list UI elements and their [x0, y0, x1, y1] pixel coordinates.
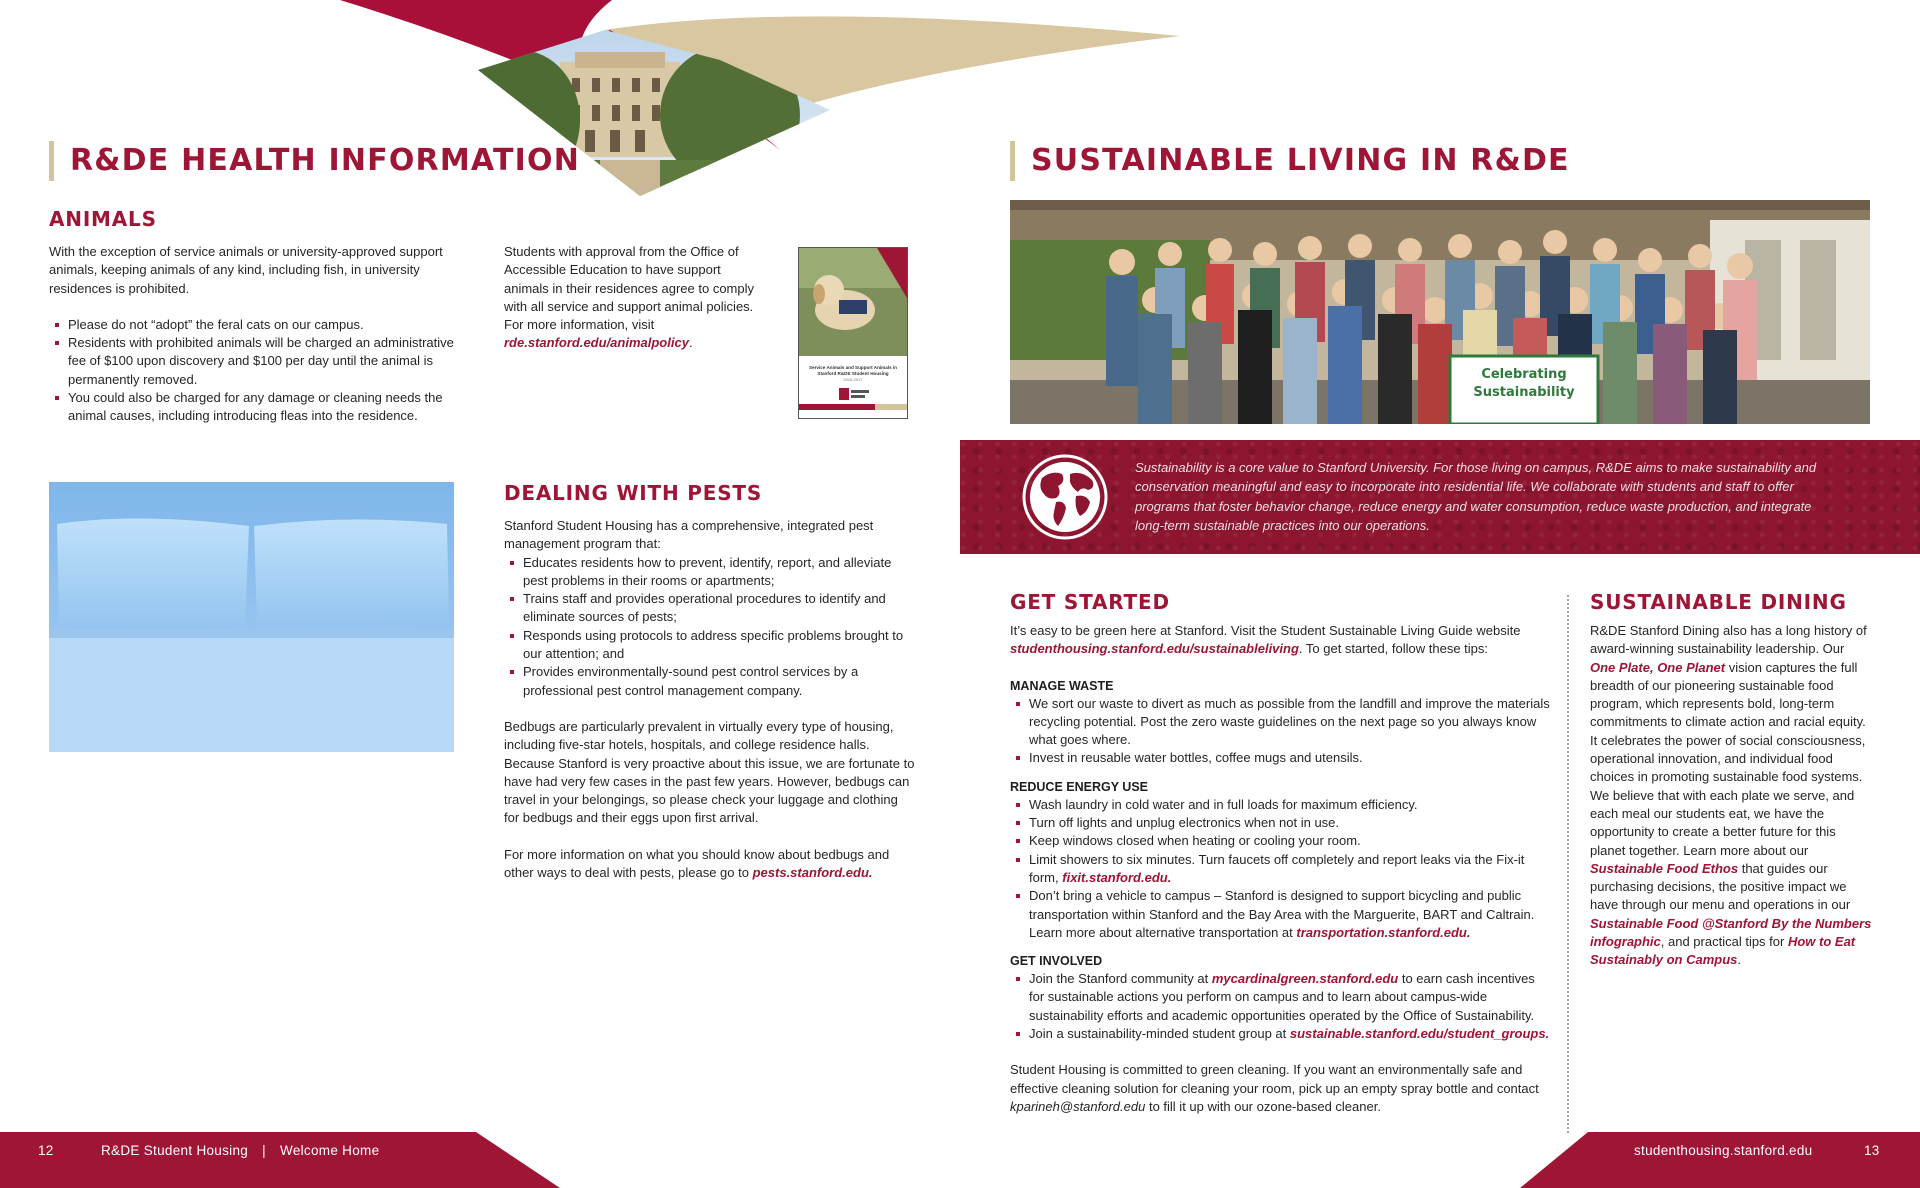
- list-item: Residents with prohibited animals will be charged an administrative fee of $100 upon discovery and $100 per day until the animal is permanently removed.: [49, 334, 461, 389]
- list-item: [1010, 970, 1550, 1025]
- list-item: You could also be charged for any damage or cleaning needs the animal causes, including introducing fleas into the residence.: [49, 389, 461, 426]
- animals-bullet-list: [49, 316, 461, 426]
- left-page-number: 12: [38, 1143, 54, 1158]
- get-involved-heading: GET INVOLVED: [1010, 954, 1103, 969]
- stanford-logo: [799, 382, 907, 410]
- column-divider: [1567, 595, 1569, 1133]
- sustainability-banner: [960, 440, 1920, 554]
- list-item: Turn off lights and unplug electronics when not in use.: [1010, 814, 1550, 832]
- list-item: Please do not “adopt” the feral cats on our campus.: [49, 316, 461, 334]
- footer-separator: |: [262, 1143, 266, 1158]
- pests-link[interactable]: pests.stanford.edu.: [752, 865, 873, 881]
- manage-waste-heading: MANAGE WASTE: [1010, 678, 1114, 693]
- pests-bullet-list: [504, 554, 916, 700]
- booklet-title: Service Animals and Support Animals in Stanford R&DE Student Housing: [809, 365, 897, 376]
- animals-heading: ANIMALS: [49, 207, 157, 231]
- celebrating-sustainability-sign: [1450, 356, 1598, 424]
- sentence-end: .: [688, 335, 693, 351]
- service-animals-booklet-thumbnail[interactable]: [798, 247, 908, 419]
- join-text-continued: to earn cash incentives for sustainable actions you perform on campus and to learn about campus-wide sustainability efforts and academic opportunities operated by the Office of Sustainability.: [1029, 971, 1535, 1023]
- right-page-number: 13: [1864, 1143, 1880, 1158]
- support-animals-body: Students with approval from the Office of Accessible Education to have support animals in their residences agree to comply with all service and support animal policies. For more information, visit: [504, 244, 755, 333]
- showers-tip: Limit showers to six minutes. Turn faucets off completely and report leaks via the Fix-it form,: [1029, 851, 1525, 885]
- list-item: Invest in reusable water bottles, coffee mugs and utensils.: [1010, 749, 1550, 767]
- green-cleaning-end: to fill it up with our ozone-based cleaner.: [1148, 1098, 1381, 1114]
- animal-policy-link[interactable]: rde.stanford.edu/animalpolicy: [504, 335, 689, 351]
- footer-website-link[interactable]: studenthousing.stanford.edu: [1634, 1143, 1813, 1158]
- footer-brand-name: R&DE Student Housing: [101, 1143, 249, 1158]
- support-animals-text: [504, 243, 769, 353]
- dog-photo: [799, 248, 907, 356]
- list-item: Educates residents how to prevent, identify, report, and alleviate pest problems in their rooms or apartments;: [504, 554, 916, 591]
- student-group-text: Join a sustainability-minded student group at: [1029, 1026, 1287, 1042]
- vehicle-tip: Don’t bring a vehicle to campus – Stanford is designed to support bicycling and public transportation within Stanford and the Bay Area with the Marguerite, BART and Caltrain. Learn more about alternative transportation at: [1029, 888, 1535, 940]
- list-item: Wash laundry in cold water and in full loads for maximum efficiency.: [1010, 796, 1550, 814]
- list-item: [1010, 1025, 1550, 1043]
- footer-left-band: [0, 1132, 560, 1188]
- list-item: [1010, 887, 1550, 942]
- list-item: Keep windows closed when heating or cooling your room.: [1010, 832, 1550, 850]
- pests-section: [504, 517, 916, 882]
- get-started-section: [1010, 622, 1550, 1116]
- dining-text: vision captures the full breadth of our pioneering sustainable food program, which represents bold, long-term commitments to climate action and racial equity. It celebrates the power of social consciousness, operational innovation, and individual food choices in promoting sustainable food systems. We believe that with each plate we serve, and each meal our students eat, we have the opportunity to create a better future for this planet together. Learn more about our: [1590, 659, 1866, 858]
- footer-right-band: [1520, 1132, 1920, 1188]
- animals-policy: [49, 243, 461, 426]
- get-started-intro: It’s easy to be green here at Stanford. Visit the Student Sustainable Living Guide website: [1010, 623, 1521, 638]
- booklet-date: 2016-2017: [843, 377, 863, 382]
- sign-line-1: Celebrating: [1481, 367, 1567, 382]
- reduce-energy-heading: REDUCE ENERGY USE: [1010, 779, 1148, 794]
- dining-text: R&DE Stanford Dining also has a long history of award-winning sustainability leadership. Our: [1590, 623, 1867, 657]
- animals-intro: With the exception of service animals or university-approved support animals, keeping animals of any kind, including fish, in university residences is prohibited.: [49, 244, 443, 296]
- get-involved-list: [1010, 970, 1550, 1043]
- transportation-link[interactable]: transportation.stanford.edu.: [1296, 924, 1471, 940]
- bedbugs-paragraph: Bedbugs are particularly prevalent in virtually every type of housing, including five-star hotels, hospitals, and college residence halls. Because Stanford is very proactive about this issue, we are fortunate to have had very few cases in the past few years. However, bedbugs can travel in your belongings, so please check your luggage and clothing for bedbugs and their eggs upon first arrival.: [504, 718, 915, 826]
- dining-text: , and practical tips for: [1660, 934, 1785, 950]
- sustainable-dining-heading: SUSTAINABLE DINING: [1590, 590, 1847, 614]
- pests-heading: DEALING WITH PESTS: [504, 481, 763, 505]
- list-item: Trains staff and provides operational procedures to identify and eliminate sources of pests;: [504, 590, 916, 627]
- sustainability-group-photo: [1010, 200, 1870, 424]
- reduce-energy-list: [1010, 796, 1550, 942]
- cleaning-email-link[interactable]: kparineh@stanford.edu: [1010, 1098, 1146, 1114]
- green-cleaning-text: Student Housing is committed to green cleaning. If you want an environmentally safe and effective cleaning solution for cleaning your room, pick up an empty spray bottle and contact: [1010, 1062, 1539, 1096]
- eat-sustainably-link[interactable]: How to Eat Sustainably on Campus: [1590, 934, 1856, 968]
- get-started-heading: GET STARTED: [1010, 590, 1170, 614]
- globe-icon: [1022, 454, 1108, 540]
- footer-brand: [101, 1142, 379, 1160]
- dining-text: that guides our purchasing decisions, the positive impact we have through our menu and operations in our: [1590, 860, 1851, 913]
- sign-line-2: Sustainability: [1473, 385, 1575, 400]
- list-item: We sort our waste to divert as much as possible from the landfill and improve the materials recycling potential. Post the zero waste guidelines on the next page so you always know what goes where.: [1010, 695, 1550, 750]
- one-plate-one-planet-link[interactable]: One Plate, One Planet: [1590, 659, 1726, 675]
- dining-text: .: [1737, 952, 1741, 968]
- page-title-sustainable: SUSTAINABLE LIVING IN R&DE: [1010, 141, 1570, 181]
- pests-more-info: For more information on what you should know about bedbugs and other ways to deal with pests, please go to: [504, 846, 890, 881]
- sustainable-living-link[interactable]: studenthousing.stanford.edu/sustainableliving: [1010, 641, 1299, 657]
- list-item: Provides environmentally-sound pest control services by a professional pest control management company.: [504, 663, 916, 700]
- join-text: Join the Stanford community at: [1029, 971, 1209, 987]
- sustainable-dining-section: [1590, 622, 1872, 970]
- get-started-intro-end: . To get started, follow these tips:: [1298, 641, 1489, 657]
- manage-waste-list: [1010, 695, 1550, 768]
- list-item: Responds using protocols to address specific problems brought to our attention; and: [504, 627, 916, 664]
- footer-tagline: Welcome Home: [280, 1143, 380, 1158]
- pillow-bed-image: [49, 482, 454, 752]
- page-title-health: R&DE HEALTH INFORMATION: [49, 141, 580, 181]
- sustainable-food-ethos-link[interactable]: Sustainable Food Ethos: [1590, 860, 1739, 876]
- mycardinalgreen-link[interactable]: mycardinalgreen.stanford.edu: [1211, 971, 1399, 987]
- sustainability-statement: Sustainability is a core value to Stanford University. For those living on campus, R&DE aims to make sustainability and conservation meaningful and easy to incorporate into residential life. We collaborate with students and staff to offer programs that foster behavior change, reduce energy and water consumption, reduce waste production, and integrate long-term sustainable practices into our operations.: [1135, 460, 1817, 534]
- pests-intro: Stanford Student Housing has a comprehensive, integrated pest management program that:: [504, 518, 874, 552]
- by-the-numbers-infographic-link[interactable]: Sustainable Food @Stanford By the Numbers infographic: [1590, 915, 1872, 950]
- student-groups-link[interactable]: sustainable.stanford.edu/student_groups.: [1289, 1026, 1550, 1042]
- fixit-link[interactable]: fixit.stanford.edu.: [1062, 869, 1172, 885]
- list-item: [1010, 851, 1550, 888]
